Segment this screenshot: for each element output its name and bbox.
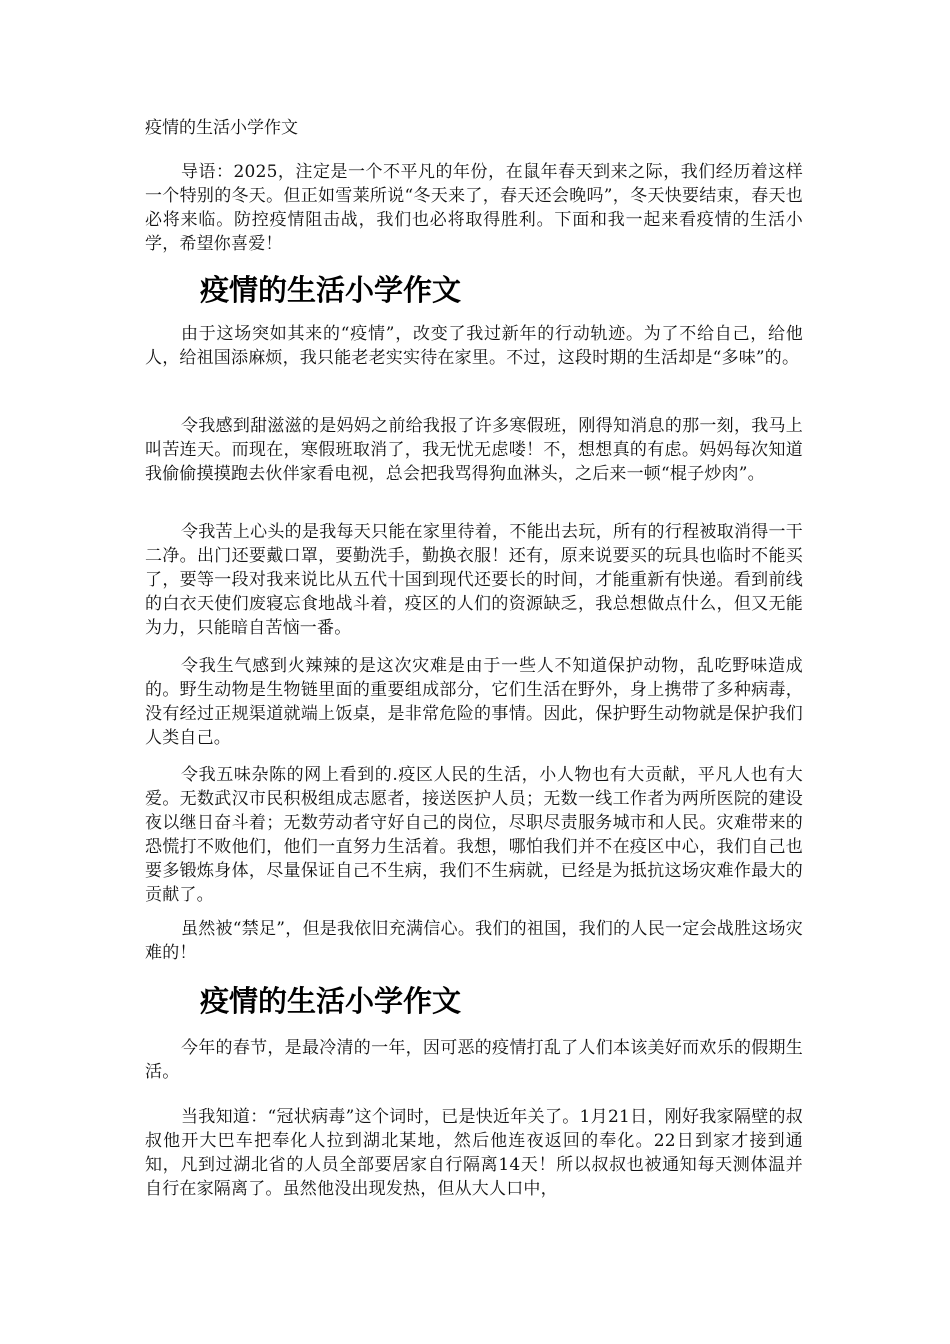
- body-paragraph: 令我感到甜滋滋的是妈妈之前给我报了许多寒假班，刚得知消息的那一刻，我马上叫苦连天。而现在，寒假班取消了，我无忧无虑喽！不，想想真的有虑。妈妈每次知道我偷偷摸摸跑去伙伴家看电视，总会把我骂得狗血淋头，之后来一顿“棍子炒肉”。: [145, 416, 803, 484]
- document-title: 疫情的生活小学作文: [145, 118, 298, 138]
- body-paragraph: 虽然被“禁足”，但是我依旧充满信心。我们的祖国，我们的人民一定会战胜这场灾难的！: [145, 919, 803, 963]
- section-heading: 疫情的生活小学作文: [200, 984, 462, 1018]
- body-paragraph: 令我五味杂陈的网上看到的.疫区人民的生活，小人物也有大贡献，平凡人也有大爱。无数武汉市民积极组成志愿者，接送医护人员；无数一线工作者为两所医院的建设夜以继日奋斗着；无数劳动者守好自己的岗位，尽职尽责服务城市和人民。灾难带来的恐慌打不败他们，他们一直努力生活着。我想，哪怕我们并不在疫区中心，我们自己也要多锻炼身体，尽量保证自己不生病，我们不生病就，已经是为抵抗这场灾难作最大的贡献了。: [145, 765, 803, 905]
- body-paragraph: 由于这场突如其来的“疫情”，改变了我过新年的行动轨迹。为了不给自己，给他人，给祖国添麻烦，我只能老老实实待在家里。不过，这段时期的生活却是“多味”的。: [145, 324, 803, 368]
- body-paragraph: 今年的春节，是最冷清的一年，因可恶的疫情打乱了人们本该美好而欢乐的假期生活。: [145, 1038, 803, 1082]
- section-heading: 疫情的生活小学作文: [200, 273, 462, 307]
- body-paragraph: 当我知道：“冠状病毒”这个词时，已是快近年关了。1月21日，刚好我家隔壁的叔叔他开大巴车把奉化人拉到湖北某地，然后他连夜返回的奉化。22日到家才接到通知，凡到过湖北省的人员全部要居家自行隔离14天！所以叔叔也被通知每天测体温并自行在家隔离了。虽然他没出现发热，但从大人口中，: [145, 1107, 803, 1199]
- intro-paragraph: 导语：2025，注定是一个不平凡的年份，在鼠年春天到来之际，我们经历着这样一个特别的冬天。但正如雪莱所说“冬天来了，春天还会晚吗”，冬天快要结束，春天也必将来临。防控疫情阻击战，我们也必将取得胜利。下面和我一起来看疫情的生活小学，希望你喜爱！: [145, 162, 803, 254]
- body-paragraph: 令我苦上心头的是我每天只能在家里待着，不能出去玩，所有的行程被取消得一干二净。出门还要戴口罩，要勤洗手，勤换衣服！还有，原来说要买的玩具也临时不能买了，要等一段对我来说比从五代十国到现代还要长的时间，才能重新有快递。看到前线的白衣天使们废寝忘食地战斗着，疫区的人们的资源缺乏，我总想做点什么，但又无能为力，只能暗自苦恼一番。: [145, 522, 803, 638]
- body-paragraph: 令我生气感到火辣辣的是这次灾难是由于一些人不知道保护动物，乱吃野味造成的。野生动物是生物链里面的重要组成部分，它们生活在野外，身上携带了多种病毒，没有经过正规渠道就端上饭桌，是非常危险的事情。因此，保护野生动物就是保护我们人类自己。: [145, 656, 803, 748]
